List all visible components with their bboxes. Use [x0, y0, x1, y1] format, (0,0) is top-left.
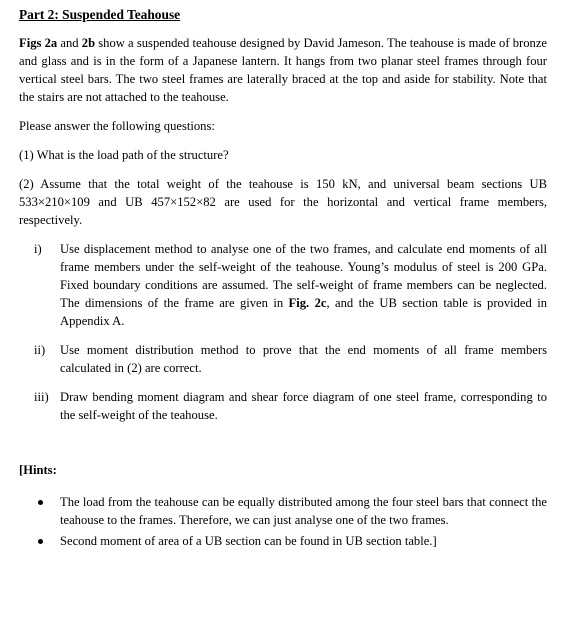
sub-question-text: Use displacement method to analyse one of the two frames, and calculate end moments of all frame members under the self-weight of the teahouse. Young’s modulus of steel is 200 GPa. Fixed boundary conditions are assumed. The self-weight of frame members can be neglected. The dimensions of the frame are given in — [60, 242, 547, 310]
sub-question-text: Use moment distribution method to prove that the end moments of all frame members calculated in (2) are correct. — [60, 343, 547, 375]
sub-question-text: Draw bending moment diagram and shear force diagram of one steel frame, corresponding to the self-weight of the teahouse. — [60, 390, 547, 422]
hint-text: The load from the teahouse can be equally distributed among the four steel bars that connect the teahouse to the frames. Therefore, we can just analyse one of the two frames. — [60, 495, 547, 527]
hint-item — [19, 493, 547, 529]
fig-ref-2c: Fig. 2c — [288, 296, 327, 310]
figs-ref-b: 2b — [81, 36, 96, 50]
bullet-icon — [38, 539, 43, 544]
intro-paragraph — [19, 34, 547, 106]
sub-question-number: i) — [34, 242, 42, 256]
intro-body: show a suspended teahouse designed by David Jameson. The teahouse is made of bronze and glass and is in the form of a Japanese lantern. It hangs from two planar steel frames through four vertical steel bars. The two steel frames are laterally braced at the top and aside for stability. Note that the stairs are not attached to the teahouse. — [19, 36, 547, 104]
sub-question-ii — [19, 341, 547, 377]
hints-heading: [Hints: — [19, 463, 57, 477]
sub-question-i — [19, 240, 547, 330]
sub-question-iii — [19, 388, 547, 424]
sub-question-text-end: , and the UB section table is provided in Appendix A. — [60, 296, 548, 328]
section-title: Part 2: Suspended Teahouse — [19, 7, 181, 22]
intro-and: and — [57, 36, 82, 50]
hint-item — [19, 532, 547, 550]
figs-ref-a: Figs 2a — [19, 36, 58, 50]
sub-question-number: iii) — [34, 390, 49, 404]
question-1: (1) What is the load path of the structure? — [19, 148, 229, 162]
hint-text: Second moment of area of a UB section can be found in UB section table.] — [60, 534, 437, 548]
document-page — [19, 6, 547, 553]
question-2: (2) Assume that the total weight of the teahouse is 150 kN, and universal beam sections UB 533×210×109 and UB 457×152×82 are used for the horizontal and vertical frame members, respectively. — [19, 177, 547, 227]
bullet-icon — [38, 500, 43, 505]
sub-question-number: ii) — [34, 343, 46, 357]
questions-prompt: Please answer the following questions: — [19, 119, 215, 133]
